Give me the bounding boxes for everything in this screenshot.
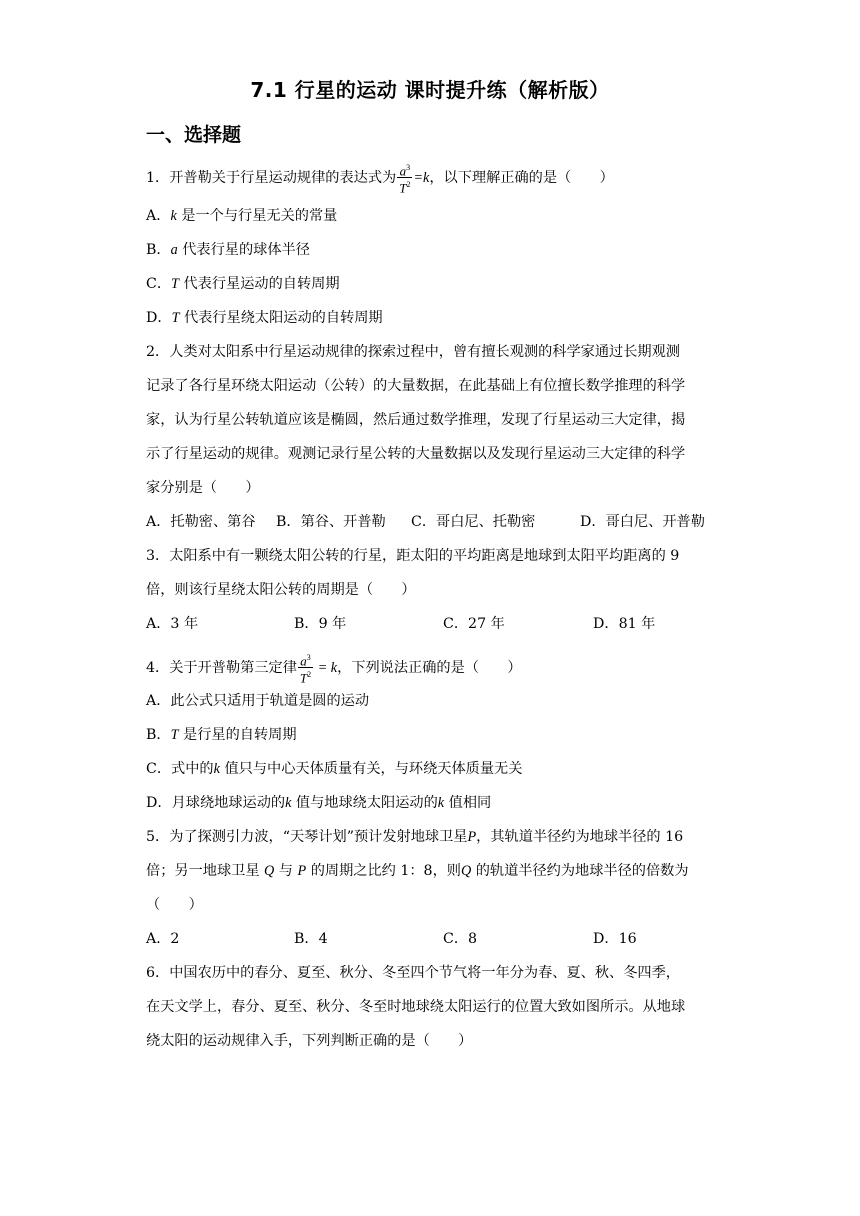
question-2-option-d: D．哥白尼、开普勒: [580, 514, 705, 530]
page-title: 7.1 行星的运动 课时提升练（解析版）: [250, 78, 610, 102]
question-4-formula: $\frac{a^3}{T^2}$: [299, 653, 312, 686]
question-4-option-b: B．T 是行星的自转周期: [146, 727, 297, 743]
question-4-option-a: A．此公式只适用于轨道是圆的运动: [146, 693, 370, 709]
question-3-option-d: D．81 年: [593, 616, 656, 632]
question-1-formula: $\frac{a^3}{T^2}$: [399, 163, 411, 196]
question-1-text: 1．开普勒关于行星运动规律的表达式为: [146, 169, 397, 186]
question-2-option-a: A．托勒密、第谷: [146, 514, 256, 530]
question-4-text-end: ，下列说法正确的是（ ）: [337, 659, 522, 676]
formula-equals-k: =k: [413, 169, 430, 186]
question-4-stem: [146, 651, 522, 685]
question-2-line-5: 家分别是（ ）: [146, 480, 260, 496]
question-3-line-1: 3．太阳系中有一颗绕太阳公转的行星，距太阳的平均距离是地球到太阳平均距离的 9: [146, 548, 680, 564]
question-2-line-1: 2．人类对太阳系中行星运动规律的探索过程中，曾有擅长观测的科学家通过长期观测: [146, 344, 680, 360]
question-1-option-b: B．a 代表行星的球体半径: [146, 242, 310, 258]
question-5-option-a: A．2: [146, 931, 180, 947]
question-6-line-2: 在天文学上，春分、夏至、秋分、冬至时地球绕太阳运行的位置大致如图所示。从地球: [146, 999, 686, 1015]
question-1-option-d: D．T 代表行星绕太阳运动的自转周期: [146, 310, 383, 326]
formula-equals-k: = k: [314, 659, 338, 676]
question-2-line-4: 示了行星运动的规律。观测记录行星公转的大量数据以及发现行星运动三大定律的科学: [146, 446, 686, 462]
question-5-line-2: 倍；另一地球卫星 Q 与 P 的周期之比约 1：8，则Q 的轨道半径约为地球半径的倍数为: [146, 863, 689, 879]
question-1-option-c: C．T 代表行星运动的自转周期: [146, 276, 340, 292]
question-1-option-a: A．k 是一个与行星无关的常量: [146, 208, 338, 224]
question-2-line-2: 记录了各行星环绕太阳运动（公转）的大量数据，在此基础上有位擅长数学推理的科学: [146, 378, 686, 394]
question-6-line-1: 6．中国农历中的春分、夏至、秋分、冬至四个节气将一年分为春、夏、秋、冬四季，: [146, 965, 680, 981]
question-5-option-b: B．4: [294, 931, 328, 947]
question-3-option-c: C．27 年: [443, 616, 505, 632]
section-heading: 一、选择题: [146, 124, 242, 146]
question-2-option-c: C．哥白尼、托勒密: [411, 514, 536, 530]
question-2-line-3: 家，认为行星公转轨道应该是椭圆，然后通过数学推理，发现了行星运动三大定律，揭: [146, 412, 686, 428]
question-5-option-c: C．8: [443, 931, 478, 947]
question-4-text: 4．关于开普勒第三定律: [146, 659, 297, 676]
question-6-line-3: 绕太阳的运动规律入手，下列判断正确的是（ ）: [146, 1033, 473, 1049]
question-5-option-d: D．16: [593, 931, 637, 947]
question-3-line-2: 倍，则该行星绕太阳公转的周期是（ ）: [146, 582, 416, 598]
question-4-option-c: C．式中的k 值只与中心天体质量有关，与环绕天体质量无关: [146, 761, 523, 777]
question-5-line-1: 5．为了探测引力波，“天琴计划”预计发射地球卫星P，其轨道半径约为地球半径的 16: [146, 829, 684, 845]
question-2-option-b: B．第谷、开普勒: [276, 514, 386, 530]
question-3-option-a: A．3 年: [146, 616, 199, 632]
question-3-option-b: B．9 年: [294, 616, 347, 632]
question-4-option-d: D．月球绕地球运动的k 值与地球绕太阳运动的k 值相同: [146, 795, 492, 811]
question-1-stem: [146, 161, 614, 195]
question-1-text-end: ，以下理解正确的是（ ）: [429, 169, 614, 186]
question-5-line-3: （ ）: [146, 897, 203, 913]
